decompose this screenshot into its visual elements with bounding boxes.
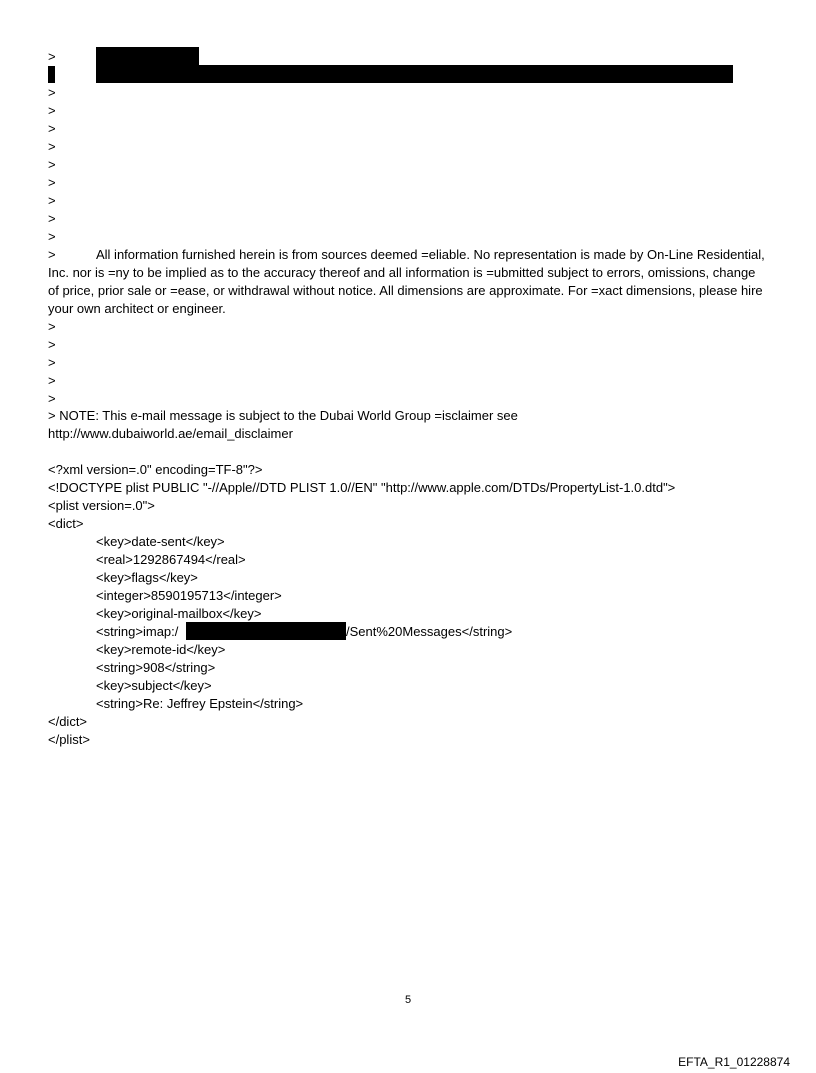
plist-entry: <key>subject</key> bbox=[96, 678, 212, 693]
plist-entry: <real>1292867494</real> bbox=[96, 552, 246, 567]
quote-marker: > bbox=[48, 391, 56, 406]
quote-marker: > bbox=[48, 103, 56, 118]
bates-number: EFTA_R1_01228874 bbox=[678, 1055, 790, 1069]
note-line: > NOTE: This e-mail message is subject to the Dubai World Group =isclaimer see bbox=[48, 408, 518, 423]
disclaimer-paragraph bbox=[48, 246, 768, 318]
plist-entry: <string>imap:/ bbox=[96, 624, 179, 639]
quote-marker: > bbox=[48, 157, 56, 172]
quote-marker: > bbox=[48, 175, 56, 190]
note-link[interactable]: http://www.dubaiworld.ae/email_disclaimer bbox=[48, 426, 293, 441]
quote-marker: > bbox=[48, 229, 56, 244]
plist-entry: <integer>8590195713</integer> bbox=[96, 588, 282, 603]
quote-marker: > bbox=[48, 85, 56, 100]
quote-marker: > bbox=[48, 49, 56, 64]
quote-marker: > bbox=[48, 121, 56, 136]
redaction-block bbox=[186, 622, 346, 640]
redaction-block bbox=[96, 47, 199, 65]
plist-open-tag: <plist version=.0"> bbox=[48, 498, 155, 513]
plist-entry: <string>908</string> bbox=[96, 660, 216, 675]
plist-entry: <key>flags</key> bbox=[96, 570, 198, 585]
quote-marker: > bbox=[48, 247, 56, 262]
redaction-block bbox=[48, 66, 55, 83]
dict-close-tag: </dict> bbox=[48, 714, 88, 729]
quote-marker: > bbox=[48, 373, 56, 388]
xml-declaration: <?xml version=.0" encoding=TF-8"?> bbox=[48, 462, 263, 477]
dict-open-tag: <dict> bbox=[48, 516, 84, 531]
plist-entry: <key>date-sent</key> bbox=[96, 534, 225, 549]
plist-entry: /Sent%20Messages</string> bbox=[346, 624, 513, 639]
disclaimer-text: All information furnished herein is from sources deemed =eliable. No representation is made by On-Line Residential, Inc. nor is =ny to be implied as to the accuracy thereof and all information is =ubmitted subject to errors, omissions, change of price, prior sale or =ease, or withdrawal without notice. All dimensions are approximate. For =xact dimensions, please hire your own architect or engineer. bbox=[48, 247, 765, 316]
plist-entry: <key>remote-id</key> bbox=[96, 642, 226, 657]
plist-entry: <string>Re: Jeffrey Epstein</string> bbox=[96, 696, 304, 711]
quote-marker: > bbox=[48, 337, 56, 352]
quote-marker: > bbox=[48, 139, 56, 154]
quote-marker: > bbox=[48, 319, 56, 334]
quote-marker: > bbox=[48, 355, 56, 370]
plist-close-tag: </plist> bbox=[48, 732, 90, 747]
quote-marker: > bbox=[48, 193, 56, 208]
plist-entry: <key>original-mailbox</key> bbox=[96, 606, 262, 621]
page-number: 5 bbox=[404, 994, 412, 1006]
quote-marker: > bbox=[48, 211, 56, 226]
doctype-line: <!DOCTYPE plist PUBLIC "-//Apple//DTD PLIST 1.0//EN" "http://www.apple.com/DTDs/PropertyList-1.0.dtd"> bbox=[48, 480, 676, 495]
redaction-block bbox=[96, 65, 733, 83]
